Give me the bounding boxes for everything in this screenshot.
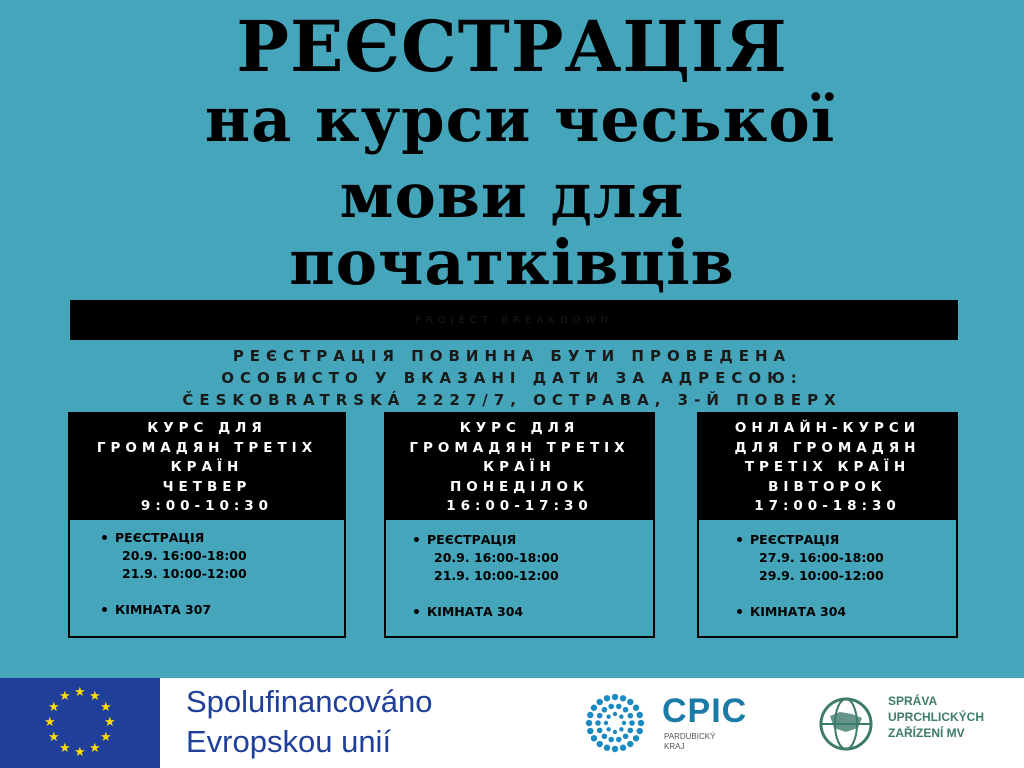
card-header-line: КУРС ДЛЯ: [147, 420, 267, 436]
cpic-dot: [623, 733, 629, 739]
course-card-tuesday-online: [697, 412, 958, 638]
cpic-dot: [597, 741, 603, 747]
cpic-dot: [591, 705, 597, 711]
suz-line-1: SPRÁVA: [888, 694, 938, 708]
eu-star-icon: ★: [74, 745, 86, 760]
registration-item: РЕЄСТРАЦІЯ: [737, 532, 839, 547]
eu-star-icon: ★: [48, 700, 60, 715]
eu-star-icon: ★: [74, 685, 86, 700]
cpic-dot: [587, 728, 593, 734]
cpic-dot: [612, 746, 618, 752]
eu-star-icon: ★: [59, 740, 71, 756]
card-header-line: КРАЇН: [170, 459, 244, 475]
bullet-icon: [737, 537, 742, 542]
cpic-dot: [633, 735, 639, 741]
cpic-dot: [620, 695, 626, 701]
cpic-dot: [628, 728, 634, 734]
cpic-dot: [604, 745, 610, 751]
cpic-dot: [604, 695, 610, 701]
course-time: 9:00-10:30: [140, 498, 274, 514]
registration-date: 27.9. 16:00-18:00: [759, 550, 884, 565]
cpic-dot: [627, 741, 633, 747]
cpic-dot: [637, 712, 643, 718]
registration-intro: [0, 345, 1024, 411]
cpic-dot: [633, 705, 639, 711]
room-item: КІМНАТА 304: [737, 604, 846, 619]
cpic-name: CPIC: [662, 692, 748, 730]
cofinanced-line-2: Evropskou unií: [186, 724, 392, 759]
title-line-3: мови для: [339, 159, 685, 232]
eu-cofinanced-text: [186, 682, 432, 762]
cpic-dots-logo: [580, 688, 650, 758]
bullet-icon: [102, 607, 107, 612]
eu-star-icon: ★: [59, 689, 71, 705]
registration-date: 20.9. 16:00-18:00: [122, 548, 247, 563]
cpic-dot: [606, 727, 610, 731]
cpic-dot: [595, 720, 601, 726]
bullet-icon: [414, 537, 419, 542]
cpic-subtitle: [664, 732, 715, 752]
cpic-dot: [620, 745, 626, 751]
cpic-sub-line-2: KRAJ: [664, 742, 685, 751]
cpic-dot: [602, 733, 608, 739]
suz-text: [888, 693, 984, 741]
intro-line-1: РЕЄСТРАЦІЯ ПОВИННА БУТИ ПРОВЕДЕНА: [232, 347, 792, 365]
cpic-dot: [637, 728, 643, 734]
bullet-icon: [737, 609, 742, 614]
cpic-dot: [638, 720, 644, 726]
course-card-thursday: [68, 412, 346, 638]
suz-line-3: ZAŘÍZENÍ MV: [888, 726, 965, 740]
title-line-1: РЕЄСТРАЦІЯ: [236, 5, 788, 88]
cpic-dot: [629, 720, 635, 726]
room-item: КІМНАТА 304: [414, 604, 523, 619]
cpic-dot: [616, 704, 622, 710]
cpic-dot: [602, 707, 608, 713]
cpic-dot: [608, 737, 614, 743]
eu-flag-logo: [0, 678, 160, 768]
cpic-dot: [613, 712, 617, 716]
eu-star-icon: ★: [89, 740, 101, 756]
course-day: ПОНЕДІЛОК: [449, 478, 590, 495]
cpic-dot: [597, 699, 603, 705]
course-card-header: [386, 414, 653, 520]
card-header-line: ГРОМАДЯН ТРЕТІХ: [409, 439, 630, 456]
bullet-icon: [102, 535, 107, 540]
cpic-dot: [604, 721, 608, 725]
eu-star-icon: ★: [99, 700, 112, 715]
course-card-monday: [384, 412, 655, 638]
course-card-header: [70, 414, 344, 520]
registration-date: 29.9. 10:00-12:00: [759, 568, 884, 583]
title-line-2: на курси чеської: [204, 83, 836, 156]
card-header-line: ДЛЯ ГРОМАДЯН: [734, 439, 921, 456]
registration-date: 21.9. 10:00-12:00: [434, 568, 559, 583]
cpic-dot: [616, 737, 622, 743]
card-header-line: ГРОМАДЯН ТРЕТІХ: [96, 439, 318, 456]
course-card-header: [699, 414, 956, 520]
cpic-dot: [606, 714, 610, 718]
cpic-dot: [628, 713, 634, 719]
cpic-dot: [597, 728, 603, 734]
card-header-line: ОНЛАЙН-КУРСИ: [734, 420, 921, 436]
eu-star-icon: ★: [48, 730, 60, 745]
cpic-dot: [622, 721, 626, 725]
eu-star-icon: ★: [89, 689, 101, 705]
cpic-dot: [586, 720, 592, 726]
course-time: 16:00-17:30: [446, 498, 593, 514]
cpic-dot: [613, 730, 617, 734]
course-day: ВІВТОРОК: [768, 478, 887, 495]
cpic-dot: [623, 707, 629, 713]
cpic-dot: [612, 694, 618, 700]
sponsor-footer: [0, 678, 1024, 768]
banner-label: PROJECT BREAKDOWN: [415, 314, 613, 326]
cpic-dot: [597, 713, 603, 719]
cofinanced-line-1: Spolufinancováno: [186, 684, 433, 719]
eu-star-icon: ★: [104, 715, 116, 730]
cpic-dot: [591, 735, 597, 741]
cpic-dot: [587, 712, 593, 718]
registration-date: 20.9. 16:00-18:00: [434, 550, 559, 565]
title-line-4: початківців: [289, 226, 735, 299]
registration-item: РЕЄСТРАЦІЯ: [414, 532, 516, 547]
registration-item: РЕЄСТРАЦІЯ: [102, 530, 204, 545]
room-item: КІМНАТА 307: [102, 602, 211, 617]
eu-star-icon: ★: [99, 730, 112, 745]
card-header-line: КРАЇН: [483, 459, 556, 475]
cpic-dot: [619, 714, 623, 718]
cpic-sub-line-1: PARDUBICKÝ: [664, 732, 716, 741]
eu-star-icon: ★: [44, 715, 56, 730]
card-header-line: ТРЕТІХ КРАЇН: [744, 459, 911, 475]
intro-line-2: ОСОБИСТО У ВКАЗАНІ ДАТИ ЗА АДРЕСОЮ:: [221, 369, 803, 387]
cpic-dot: [619, 727, 623, 731]
bullet-icon: [414, 609, 419, 614]
registration-date: 21.9. 10:00-12:00: [122, 566, 247, 581]
suz-globe-logo: [818, 696, 874, 752]
cpic-dot: [627, 699, 633, 705]
card-header-line: КУРС ДЛЯ: [459, 420, 580, 436]
suz-line-2: UPRCHLICKÝCH: [888, 710, 984, 724]
project-breakdown-banner: [70, 300, 958, 340]
cpic-dot: [608, 704, 614, 710]
course-time: 17:00-18:30: [754, 498, 901, 514]
course-day: ЧЕТВЕР: [162, 478, 252, 495]
intro-line-3: ČESKOBRATRSKÁ 2227/7, ОСТРАВА, 3-Й ПОВЕРХ: [182, 391, 842, 409]
